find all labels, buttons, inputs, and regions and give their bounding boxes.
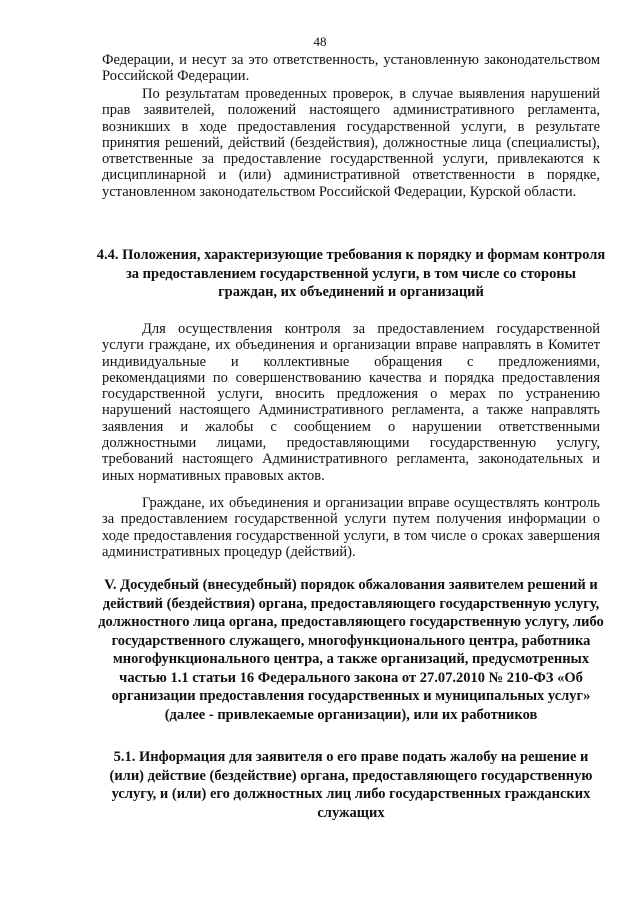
- section-heading-4-4: 4.4. Положения, характеризующие требования к порядку и формам контроля за предоставлением государственной услуги, в том числе со стороны граждан, их объединений и организаций: [96, 247, 606, 300]
- paragraph-text: По результатам проведенных проверок, в случае выявления нарушений прав заявителей, положений настоящего административного регламента, возникших в ходе предоставления государственной услуги, в результате принятия решений, действий (бездействия), должностные лица (специалисты), ответственные за предоставление государственной услуги, привлекаются к дисциплинарной и (или) административной ответственности в порядке, установленном законодательством Российской Федерации, Курской области.: [102, 86, 600, 200]
- section-heading-5-1: 5.1. Информация для заявителя о его праве подать жалобу на решение и (или) действие (бездействие) органа, предоставляющего государственную услугу, и (или) его должностных лиц либо государственных гражданских служащих: [109, 749, 593, 821]
- paragraph-text: Федерации, и несут за это ответственность, установленную законодательством Российской Федерации.: [102, 52, 600, 85]
- paragraph-responsibility: [102, 52, 600, 85]
- paragraph-text: Граждане, их объединения и организации вправе осуществлять контроль за предоставлением государственной услуги путем получения информации о ходе предоставления государственной услуги, в том числе о сроках завершения административных процедур (действий).: [102, 495, 600, 560]
- page-number: 48: [313, 34, 327, 49]
- paragraph-citizen-control: [102, 321, 600, 484]
- paragraph-control-info: [102, 495, 600, 560]
- paragraph-inspection-results: [102, 86, 600, 200]
- section-heading-5: V. Досудебный (внесудебный) порядок обжалования заявителем решений и действий (бездействия) органа, предоставляющего государственную услугу, должностного лица органа, предоставляющего государственную услугу, либо государственного служащего, многофункционального центра, работника многофункционального центра, а также организаций, предусмотренных частью 1.1 статьи 16 Федерального закона от 27.07.2010 № 210-ФЗ «Об организации предоставления государственных и муниципальных услуг» (далее - привлекаемые организации), или их работников: [98, 577, 604, 723]
- paragraph-text: Для осуществления контроля за предоставлением государственной услуги граждане, их объединения и организации вправе направлять в Комитет индивидуальные и коллективные обращения с предложениями, рекомендациями по совершенствованию качества и порядка предоставления государственной услуги, вносить предложения о мерах по устранению нарушений настоящего Административного регламента, а также направлять заявления и жалобы с сообщением о нарушении ответственными должностными лицами, предоставляющими государственную услугу, требований настоящего Административного регламента, законодательных и иных нормативных правовых актов.: [102, 321, 600, 484]
